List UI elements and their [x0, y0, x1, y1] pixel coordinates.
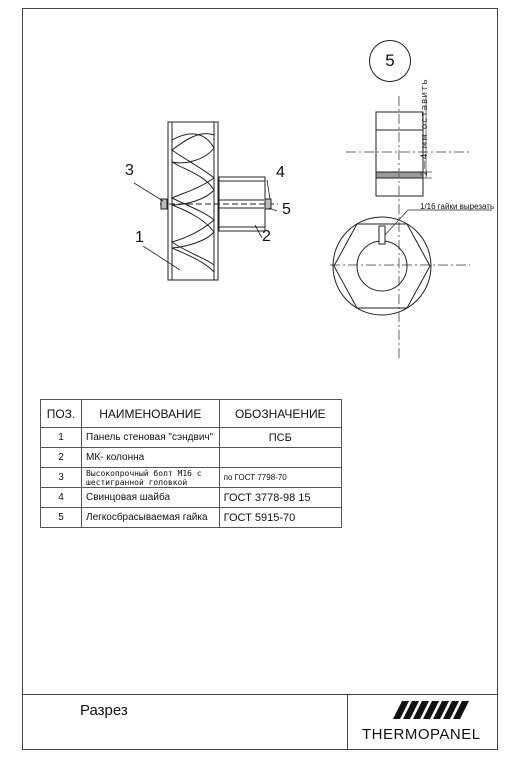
table-row	[41, 468, 342, 488]
row-name: МК- колонна	[82, 448, 220, 468]
row-name: Свинцовая шайба	[82, 488, 220, 508]
sheet-title: Разрез	[80, 702, 128, 719]
row-code: ГОСТ 3778-98 15	[219, 488, 341, 508]
table-header-row	[41, 400, 342, 428]
row-code: ПСБ	[219, 428, 341, 448]
row-code	[219, 448, 341, 468]
table-row	[41, 448, 342, 468]
row-name: Панель стеновая "сэндвич"	[82, 428, 220, 448]
table-row	[41, 428, 342, 448]
header-code: ОБОЗНАЧЕНИЕ	[219, 400, 341, 428]
row-pos: 4	[41, 488, 82, 508]
row-code: по ГОСТ 7798-70	[219, 468, 341, 488]
callout-2: 2	[262, 228, 271, 245]
row-code: ГОСТ 5915-70	[219, 508, 341, 528]
table-row	[41, 508, 342, 528]
row-pos: 3	[41, 468, 82, 488]
cut-note: 1/16 гайки вырезать	[420, 202, 495, 211]
nut-front-view	[330, 217, 470, 315]
callout-1: 1	[135, 229, 144, 246]
dimension-note: 2—4 мм оставить	[420, 78, 430, 176]
row-pos: 2	[41, 448, 82, 468]
specification-table	[40, 399, 342, 528]
table-row	[41, 488, 342, 508]
company-name: THERMOPANEL	[362, 726, 481, 743]
header-name: НАИМЕНОВАНИЕ	[82, 400, 220, 428]
header-pos: ПОЗ.	[41, 400, 82, 428]
leader-lines	[134, 180, 277, 270]
callout-3: 3	[125, 162, 134, 179]
callout-5: 5	[282, 201, 291, 218]
callout-4: 4	[276, 164, 285, 181]
row-pos: 5	[41, 508, 82, 528]
title-block-divider	[347, 694, 348, 750]
row-name: Легкосбрасываемая гайка	[82, 508, 220, 528]
detail-label: 5	[369, 40, 411, 82]
row-name: Высокопрочный болт М16 с шестигранной головкой	[82, 468, 220, 488]
row-pos: 1	[41, 428, 82, 448]
nut-side-view	[346, 96, 495, 360]
sandwich-panel	[168, 122, 218, 280]
